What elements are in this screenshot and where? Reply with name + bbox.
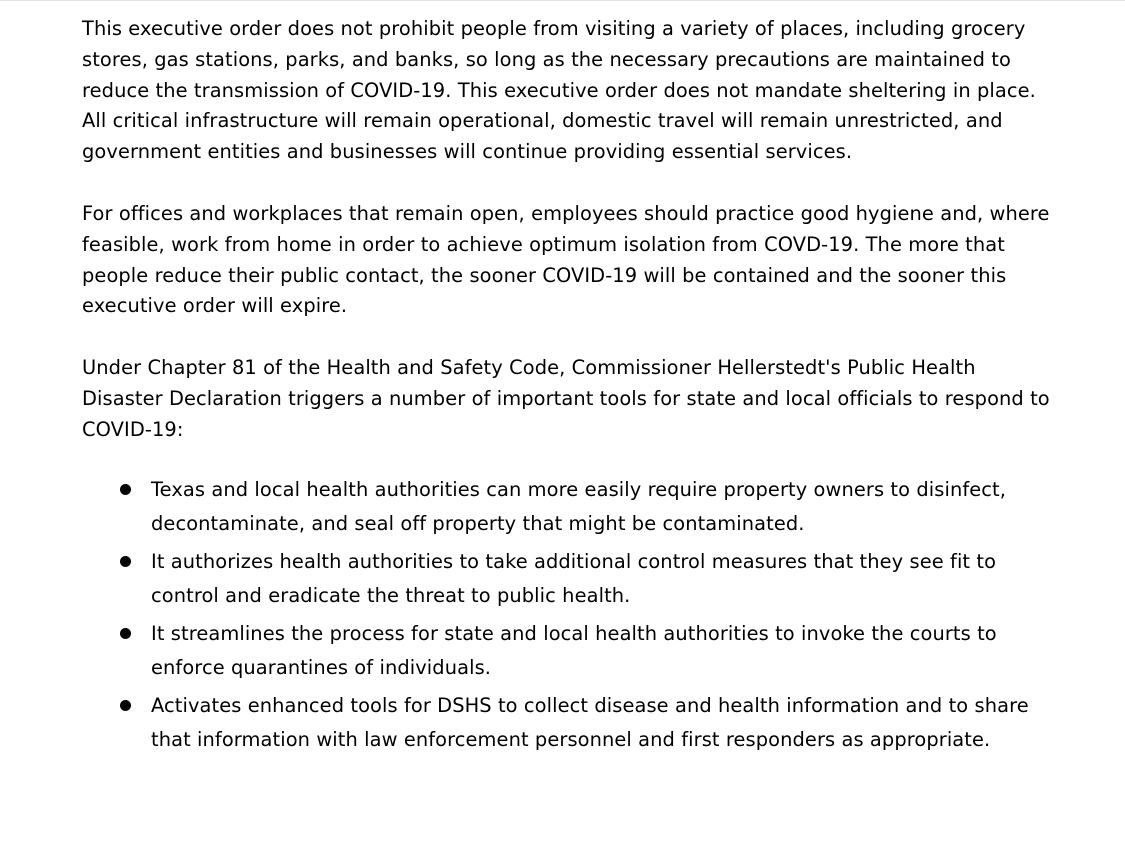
article-body bbox=[82, 14, 1054, 765]
bullet-icon bbox=[120, 700, 131, 711]
list-item bbox=[151, 689, 1054, 757]
bullet-icon bbox=[120, 556, 131, 567]
paragraph-chapter-81: Under Chapter 81 of the Health and Safety Code, Commissioner Hellerstedt's Public Health Disaster Declaration triggers a number of important tools for state and local officials to respond to COVID-19: bbox=[82, 356, 1050, 441]
list-item-text: Texas and local health authorities can more easily require property owners to disinfect, decontaminate, and seal off property that might be contaminated. bbox=[151, 477, 1007, 535]
list-item bbox=[151, 545, 1054, 613]
list-item bbox=[151, 473, 1054, 541]
paragraph-workplaces: For offices and workplaces that remain open, employees should practice good hygiene and, where feasible, work from home in order to achieve optimum isolation from COVD-19. The more that people reduce their public contact, the sooner COVID-19 will be contained and the sooner this executive order will expire. bbox=[82, 201, 1050, 318]
tools-bullet-list bbox=[82, 473, 1054, 757]
top-divider bbox=[0, 0, 1125, 1]
bullet-icon bbox=[120, 628, 131, 639]
paragraph-executive-order-scope: This executive order does not prohibit people from visiting a variety of places, including grocery stores, gas stations, parks, and banks, so long as the necessary precautions are maintained to reduce the transmission of COVID-19. This executive order does not mandate sheltering in place. All critical infrastructure will remain operational, domestic travel will remain unrestricted, and government entities and businesses will continue providing essential services. bbox=[82, 17, 1036, 164]
list-item-text: Activates enhanced tools for DSHS to collect disease and health information and to share that information with law enforcement personnel and first responders as appropriate. bbox=[151, 693, 1029, 751]
list-item bbox=[151, 617, 1054, 685]
list-item-text: It streamlines the process for state and local health authorities to invoke the courts to enforce quarantines of individuals. bbox=[151, 621, 997, 679]
bullet-icon bbox=[120, 484, 131, 495]
list-item-text: It authorizes health authorities to take additional control measures that they see fit to control and eradicate the threat to public health. bbox=[151, 549, 997, 607]
